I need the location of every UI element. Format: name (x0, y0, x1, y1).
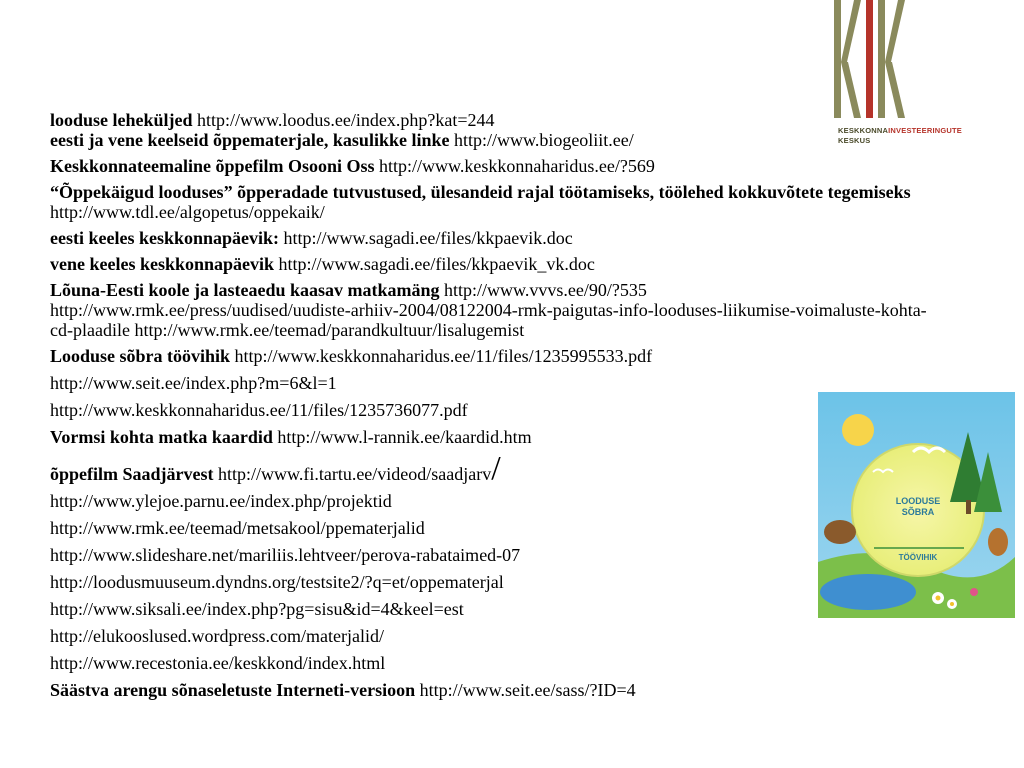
entry-label: Looduse sõbra töövihik (50, 346, 231, 366)
entry-link[interactable]: http://www.slideshare.net/mariliis.lehtveer/perova-rabataimed-07 (50, 545, 521, 565)
caption-keskus: KESKUS (838, 136, 871, 145)
squirrel-icon (988, 528, 1008, 556)
entry-label: “Õppekäigud looduses” õpperadade tutvustused, ülesandeid rajal töötamiseks, töölehed kokkuvõtete tegemiseks (50, 182, 911, 202)
entry-link[interactable]: http://www.loodus.ee/index.php?kat=244 (197, 110, 495, 130)
bear-icon (824, 520, 856, 544)
entry-label: looduse leheküljed (50, 110, 193, 130)
list-item (50, 545, 930, 565)
resource-link-list (50, 110, 930, 700)
cover-title-line2: SÕBRA (901, 507, 935, 517)
sun-icon (842, 414, 874, 446)
cover-subtitle: TÖÖVIHIK (898, 553, 938, 562)
workbook-cover-image (818, 392, 1015, 618)
list-item (50, 427, 930, 447)
entry-link[interactable]: http://www.ylejoe.parnu.ee/index.php/projektid (50, 491, 392, 511)
list-item (50, 653, 930, 673)
entry-label: Vormsi kohta matka kaardid (50, 427, 273, 447)
list-item (50, 300, 930, 340)
nature-circle-illustration (818, 392, 1015, 618)
list-item (50, 626, 930, 646)
list-item (50, 518, 930, 538)
entry-link[interactable]: http://www.sagadi.ee/files/kkpaevik_vk.doc (278, 254, 595, 274)
entry-label: õppefilm Saadjärvest (50, 464, 214, 484)
list-item (50, 182, 930, 222)
list-item (50, 400, 930, 420)
list-item (50, 450, 930, 487)
list-item (50, 228, 930, 248)
list-item (50, 491, 930, 511)
entry-link[interactable]: http://www.sagadi.ee/files/kkpaevik.doc (283, 228, 573, 248)
entry-link[interactable]: http://www.l-rannik.ee/kaardid.htm (277, 427, 532, 447)
entry-label: vene keeles keskkonnapäevik (50, 254, 275, 274)
entry-link[interactable]: http://elukooslused.wordpress.com/materjalid/ (50, 626, 384, 646)
entry-link[interactable]: http://www.tdl.ee/algopetus/oppekaik/ (50, 202, 325, 222)
entry-link-suffix: / (491, 450, 501, 487)
entry-link[interactable]: http://www.siksali.ee/index.php?pg=sisu&id=4&keel=est (50, 599, 464, 619)
entry-link[interactable]: http://www.keskkonnaharidus.ee/?569 (379, 156, 655, 176)
cover-title-line1: LOODUSE (895, 496, 941, 506)
list-item (50, 680, 930, 700)
caption-keskkonna: KESKKONNA (838, 126, 889, 135)
entry-label: Lõuna-Eesti koole ja lasteaedu kaasav matkamäng (50, 280, 440, 300)
entry-link[interactable]: http://www.vvvs.ee/90/?535 (444, 280, 647, 300)
kik-logo-letters (828, 0, 998, 126)
list-item (50, 346, 930, 366)
entry-label: Säästva arengu sõnaseletuste Interneti-versioon (50, 680, 416, 700)
entry-link[interactable]: http://www.seit.ee/index.php?m=6&l=1 (50, 373, 337, 393)
list-item (50, 130, 930, 150)
entry-label: Keskkonnateemaline õppefilm Osooni Oss (50, 156, 375, 176)
list-item (50, 156, 930, 176)
entry-link[interactable]: http://www.keskkonnaharidus.ee/11/files/1235995533.pdf (234, 346, 653, 366)
list-item (50, 572, 930, 592)
entry-label: eesti keeles keskkonnapäevik: (50, 228, 280, 248)
entry-link[interactable]: http://www.keskkonnaharidus.ee/11/files/1235736077.pdf (50, 400, 468, 420)
entry-link[interactable]: http://www.rmk.ee/press/uudised/uudiste-arhiiv-2004/08122004-rmk-paigutas-info-looduses-liikumise-voimaluste-kohta-cd-plaadile (50, 300, 927, 340)
entry-link[interactable]: http://loodusmuuseum.dyndns.org/testsite2/?q=et/oppematerjal (50, 572, 504, 592)
list-item (50, 599, 930, 619)
entry-label: eesti ja vene keelseid õppematerjale, kasulikke linke (50, 130, 450, 150)
entry-link[interactable]: http://www.rmk.ee/teemad/metsakool/ppematerjalid (50, 518, 425, 538)
list-item (50, 373, 930, 393)
entry-link[interactable]: http://www.fi.tartu.ee/videod/saadjarv (218, 464, 492, 484)
list-item (50, 110, 930, 130)
list-item (50, 280, 930, 300)
list-item (50, 254, 930, 274)
entry-link[interactable]: http://www.rmk.ee/teemad/parandkultuur/lisalugemist (134, 320, 525, 340)
entry-link[interactable]: http://www.seit.ee/sass/?ID=4 (419, 680, 636, 700)
caption-investeeringute: INVESTEERINGUTE (888, 126, 962, 135)
pond-icon (820, 574, 916, 610)
entry-link[interactable]: http://www.recestonia.ee/keskkond/index.html (50, 653, 386, 673)
entry-link[interactable]: http://www.biogeoliit.ee/ (453, 130, 634, 150)
